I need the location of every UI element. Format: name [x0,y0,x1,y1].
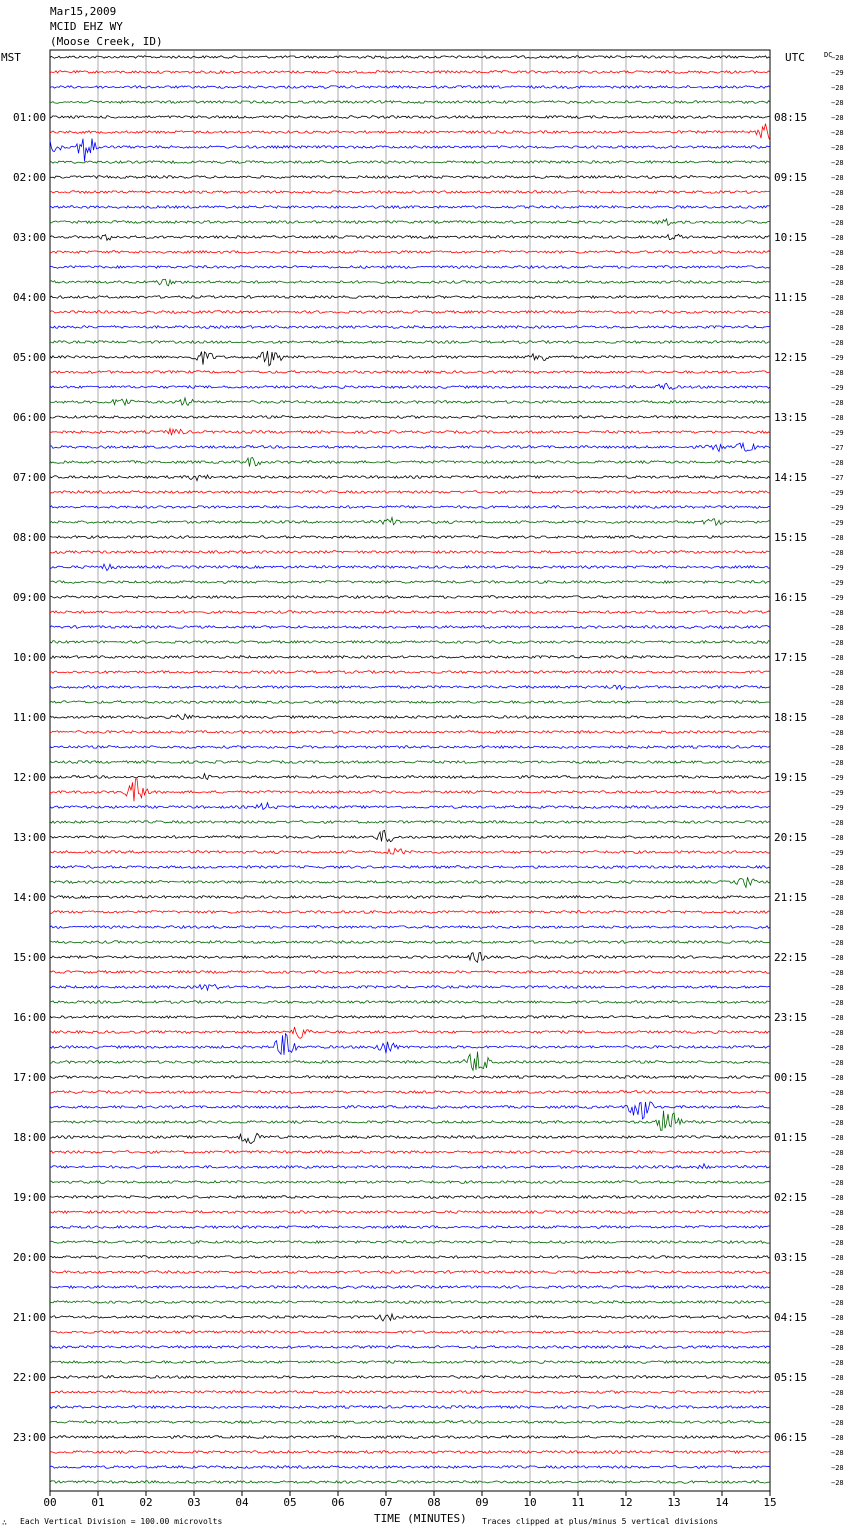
utc-hour-label: 04:15 [774,1311,808,1324]
dc-offset-label: −28 [831,1479,844,1487]
trace-row [50,1052,770,1071]
trace-row [50,219,770,226]
trace-row [50,877,770,887]
dc-offset-label: −28 [831,609,844,617]
trace-row [50,1027,770,1038]
trace-row [50,475,770,481]
footer-mark: ∴ [2,1518,7,1527]
dc-offset-label: −28 [831,54,844,62]
dc-offset-label: −28 [831,144,844,152]
dc-offset-label: −29 [831,789,844,797]
trace-row [50,1034,770,1055]
mst-hour-label: 02:00 [13,171,47,184]
trace-row [50,71,770,74]
dc-offset-label: −28 [831,939,844,947]
trace-row [50,1196,770,1199]
mst-hour-label: 09:00 [13,591,47,604]
trace-row [50,1181,770,1184]
dc-offset-label: −28 [831,1104,844,1112]
mst-hour-label: 04:00 [13,291,47,304]
x-tick-label: 08 [427,1496,441,1509]
dc-offset-label: −28 [831,1389,844,1397]
trace-row [50,1286,770,1289]
dc-offset-label: −28 [831,1464,844,1472]
trace-row [50,1451,770,1454]
dc-offset-label: −28 [831,1059,844,1067]
dc-offset-label: −27 [831,444,844,452]
trace-row [50,626,770,629]
trace-row [50,371,770,374]
dc-offset-label: −28 [831,369,844,377]
trace-row [50,191,770,194]
trace-row [50,656,770,659]
trace-row [50,506,770,509]
dc-offset-label: −28 [831,189,844,197]
dc-offset-label: −28 [831,954,844,962]
x-tick-label: 04 [235,1496,249,1509]
dc-offset-label: −28 [831,1404,844,1412]
trace-row [50,458,770,467]
trace-row [50,139,770,162]
trace-row [50,1211,770,1214]
dc-offset-label: −29 [831,384,844,392]
trace-row [50,926,770,929]
clip-note: Traces clipped at plus/minus 5 vertical divisions [482,1517,719,1526]
utc-hour-label: 14:15 [774,471,808,484]
dc-offset-label: −28 [831,924,844,932]
x-tick-label: 10 [523,1496,537,1509]
dc-offset-label: −28 [831,1329,844,1337]
dc-offset-label: −28 [831,174,844,182]
utc-hour-label: 03:15 [774,1251,808,1264]
x-tick-label: 02 [139,1496,153,1509]
dc-offset-label: −28 [831,99,844,107]
trace-row [50,1271,770,1274]
dc-offset-label: −28 [831,1089,844,1097]
dc-offset-label: −28 [831,1119,844,1127]
x-tick-label: 09 [475,1496,489,1509]
x-tick-label: 06 [331,1496,345,1509]
trace-row [50,296,770,299]
dc-offset-label: −29 [831,504,844,512]
trace-row [50,398,770,406]
x-axis-title: TIME (MINUTES) [374,1512,467,1525]
dc-offset-label: −29 [831,774,844,782]
mst-hour-label: 08:00 [13,531,47,544]
x-tick-label: 03 [187,1496,201,1509]
header-location: (Moose Creek, ID) [50,35,163,48]
utc-hour-label: 08:15 [774,111,808,124]
x-tick-label: 07 [379,1496,393,1509]
dc-offset-label: −29 [831,594,844,602]
utc-hour-label: 13:15 [774,411,808,424]
utc-hour-label: 11:15 [774,291,808,304]
trace-row [50,1076,770,1079]
dc-offset-label: −28 [831,1044,844,1052]
dc-offset-label: −28 [831,84,844,92]
trace-row [50,1331,770,1334]
dc-offset-labels [831,54,844,1487]
trace-row [50,1361,770,1364]
dc-offset-label: −28 [831,879,844,887]
utc-hour-labels [774,111,807,1444]
dc-offset-label: −28 [831,909,844,917]
trace-row [50,1256,770,1259]
dc-offset-label: −28 [831,339,844,347]
trace-row [50,551,770,554]
dc-offset-label: −28 [831,1194,844,1202]
trace-row [50,491,770,494]
trace-row [50,176,770,179]
trace-row [50,326,770,329]
scale-note: Each Vertical Division = 100.00 microvolts [20,1517,223,1526]
dc-offset-label: −28 [831,249,844,257]
dc-offset-label: −28 [831,1029,844,1037]
trace-row [50,941,770,944]
dc-offset-label: −28 [831,984,844,992]
trace-row [50,671,770,674]
utc-hour-label: 09:15 [774,171,808,184]
dc-offset-label: −28 [831,1134,844,1142]
trace-row [50,641,770,644]
trace-row [50,1164,770,1169]
dc-offset-label: −28 [831,1284,844,1292]
dc-offset-label: −29 [831,519,844,527]
dc-offset-label: −28 [831,1299,844,1307]
dc-offset-label: −29 [831,804,844,812]
trace-row [50,911,770,914]
dc-offset-label: −28 [831,819,844,827]
dc-offset-label: −28 [831,654,844,662]
utc-hour-label: 02:15 [774,1191,808,1204]
trace-row [50,266,770,269]
x-tick-label: 12 [619,1496,633,1509]
dc-offset-label: −28 [831,549,844,557]
mst-hour-label: 16:00 [13,1011,47,1024]
utc-hour-label: 21:15 [774,891,808,904]
trace-row [50,341,770,344]
x-tick-label: 15 [763,1496,777,1509]
dc-offset-label: −28 [831,114,844,122]
mst-hour-label: 01:00 [13,111,47,124]
trace-row [50,848,770,854]
x-tick-label: 11 [571,1496,585,1509]
dc-header-label: DC [824,51,833,59]
trace-row [50,234,770,240]
dc-offset-label: −28 [831,744,844,752]
trace-row [50,1133,770,1143]
dc-offset-label: −29 [831,849,844,857]
trace-row [50,685,770,689]
mst-hour-label: 21:00 [13,1311,47,1324]
trace-row [50,611,770,614]
trace-row [50,714,770,720]
seismic-traces [50,56,770,1484]
trace-row [50,1226,770,1229]
dc-offset-label: −28 [831,414,844,422]
dc-offset-label: −28 [831,1239,844,1247]
utc-hour-label: 16:15 [774,591,808,604]
trace-row [50,443,770,451]
dc-offset-label: −29 [831,354,844,362]
trace-row [50,896,770,899]
trace-row [50,821,770,824]
mst-hour-label: 22:00 [13,1371,47,1384]
trace-row [50,101,770,104]
dc-offset-label: −28 [831,399,844,407]
utc-hour-label: 19:15 [774,771,808,784]
trace-row [50,731,770,734]
mst-hour-label: 10:00 [13,651,47,664]
utc-hour-label: 06:15 [774,1431,808,1444]
trace-row [50,206,770,209]
mst-hour-label: 06:00 [13,411,47,424]
dc-offset-label: −28 [831,1269,844,1277]
mst-hour-labels [13,111,46,1444]
mst-hour-label: 15:00 [13,951,47,964]
trace-row [50,581,770,584]
dc-offset-label: −29 [831,489,844,497]
trace-row [50,1436,770,1439]
trace-row [50,56,770,59]
trace-row [50,774,770,780]
utc-hour-label: 12:15 [774,351,808,364]
trace-row [50,1102,770,1119]
dc-offset-label: −28 [831,1359,844,1367]
mst-hour-label: 07:00 [13,471,47,484]
dc-offset-label: −28 [831,234,844,242]
dc-offset-label: −28 [831,894,844,902]
dc-offset-label: −28 [831,1224,844,1232]
dc-offset-label: −28 [831,969,844,977]
right-timezone-label: UTC [785,51,805,64]
trace-row [50,953,770,963]
trace-row [50,1466,770,1469]
trace-row [50,866,770,869]
trace-row [50,1091,770,1094]
trace-row [50,279,770,286]
dc-offset-label: −28 [831,204,844,212]
x-tick-label: 01 [91,1496,105,1509]
trace-row [50,830,770,841]
trace-row [50,1346,770,1349]
mst-hour-label: 14:00 [13,891,47,904]
trace-row [50,518,770,526]
header-station: MCID EHZ WY [50,20,123,33]
trace-row [50,311,770,314]
x-axis [43,1491,776,1509]
dc-offset-label: −28 [831,1314,844,1322]
trace-row [50,161,770,164]
trace-row [50,984,770,990]
dc-offset-label: −29 [831,429,844,437]
trace-row [50,746,770,749]
utc-hour-label: 00:15 [774,1071,808,1084]
dc-offset-label: −28 [831,159,844,167]
dc-offset-label: −28 [831,264,844,272]
trace-row [50,251,770,254]
dc-offset-label: −28 [831,294,844,302]
dc-offset-label: −28 [831,729,844,737]
dc-offset-label: −28 [831,714,844,722]
dc-offset-label: −28 [831,279,844,287]
dc-offset-label: −28 [831,459,844,467]
header-date: Mar15,2009 [50,5,117,18]
mst-hour-label: 17:00 [13,1071,47,1084]
x-tick-label: 00 [43,1496,57,1509]
trace-row [50,1421,770,1424]
trace-row [50,971,770,974]
trace-row [50,429,770,436]
mst-hour-label: 19:00 [13,1191,47,1204]
dc-offset-label: −28 [831,639,844,647]
x-tick-label: 05 [283,1496,297,1509]
trace-row [50,1151,770,1154]
dc-offset-label: −28 [831,999,844,1007]
dc-offset-label: −28 [831,1254,844,1262]
dc-offset-label: −28 [831,1449,844,1457]
trace-row [50,116,770,119]
mst-hour-label: 23:00 [13,1431,47,1444]
dc-offset-label: −29 [831,579,844,587]
left-timezone-label: MST [1,51,21,64]
utc-hour-label: 23:15 [774,1011,808,1024]
dc-offset-label: −28 [831,1374,844,1382]
utc-hour-label: 20:15 [774,831,808,844]
dc-offset-label: −28 [831,309,844,317]
x-tick-label: 13 [667,1496,681,1509]
mst-hour-label: 03:00 [13,231,47,244]
dc-offset-label: −28 [831,624,844,632]
trace-row [50,1376,770,1379]
dc-offset-label: −28 [831,1434,844,1442]
trace-row [50,564,770,571]
dc-offset-label: −28 [831,219,844,227]
mst-hour-label: 18:00 [13,1131,47,1144]
trace-row [50,1111,770,1131]
dc-offset-label: −28 [831,1014,844,1022]
dc-offset-label: −28 [831,1419,844,1427]
dc-offset-label: −28 [831,1149,844,1157]
x-tick-label: 14 [715,1496,729,1509]
dc-offset-label: −28 [831,864,844,872]
trace-row [50,124,770,141]
dc-offset-label: −28 [831,1344,844,1352]
trace-row [50,1016,770,1019]
dc-offset-label: −28 [831,324,844,332]
dc-offset-label: −28 [831,1074,844,1082]
trace-row [50,596,770,599]
dc-offset-label: −28 [831,129,844,137]
trace-row [50,86,770,89]
mst-hour-label: 13:00 [13,831,47,844]
utc-hour-label: 01:15 [774,1131,808,1144]
dc-offset-label: −28 [831,1209,844,1217]
dc-offset-label: −29 [831,564,844,572]
utc-hour-label: 10:15 [774,231,808,244]
utc-hour-label: 17:15 [774,651,808,664]
dc-offset-label: −29 [831,69,844,77]
trace-row [50,1001,770,1004]
dc-offset-label: −28 [831,669,844,677]
dc-offset-label: −28 [831,684,844,692]
dc-offset-label: −28 [831,1164,844,1172]
dc-offset-label: −28 [831,759,844,767]
trace-row [50,1241,770,1244]
trace-row [50,1481,770,1484]
dc-offset-label: −28 [831,834,844,842]
trace-row [50,761,770,764]
trace-row [50,1391,770,1394]
mst-hour-label: 20:00 [13,1251,47,1264]
utc-hour-label: 18:15 [774,711,808,724]
trace-row [50,1314,770,1321]
dc-offset-label: −28 [831,699,844,707]
trace-row [50,536,770,539]
dc-offset-label: −28 [831,534,844,542]
dc-offset-label: −27 [831,474,844,482]
trace-row [50,351,770,366]
utc-hour-label: 15:15 [774,531,808,544]
mst-hour-label: 05:00 [13,351,47,364]
dc-offset-label: −28 [831,1179,844,1187]
trace-row [50,779,770,802]
trace-row [50,1301,770,1304]
mst-hour-label: 12:00 [13,771,47,784]
trace-row [50,1406,770,1409]
mst-hour-label: 11:00 [13,711,47,724]
trace-row [50,383,770,389]
trace-row [50,803,770,810]
trace-row [50,701,770,704]
trace-row [50,416,770,419]
utc-hour-label: 05:15 [774,1371,808,1384]
utc-hour-label: 22:15 [774,951,808,964]
